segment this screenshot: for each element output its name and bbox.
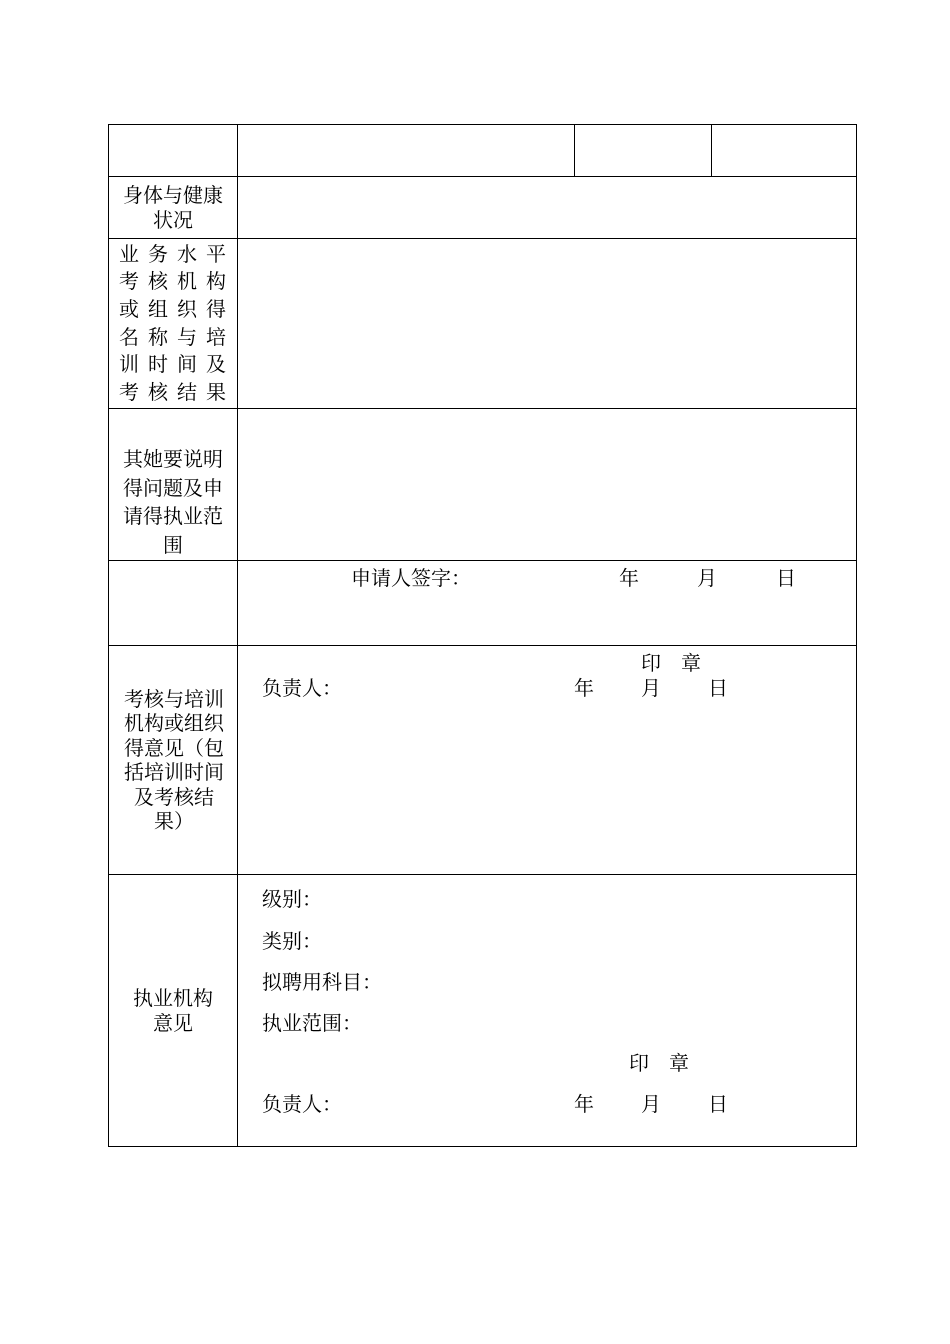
header-cell-4[interactable] [712, 125, 857, 177]
health-row [109, 177, 857, 239]
applicant-sign-cell[interactable] [238, 561, 857, 646]
training-org-row [109, 646, 857, 875]
practice-org-day-label: 日 [708, 1092, 728, 1116]
assessment-row [109, 239, 857, 409]
training-org-label: 考核与培训机构或组织得意见（包括培训时间及考核结果） [109, 646, 238, 875]
applicant-label-cell [109, 561, 238, 646]
other-row [109, 409, 857, 561]
application-form-table [108, 124, 857, 1147]
header-cell-2[interactable] [238, 125, 575, 177]
training-org-year-label: 年 [574, 676, 594, 700]
training-org-month-label: 月 [641, 676, 661, 700]
applicant-day-label: 日 [776, 566, 796, 590]
training-org-person-label: 负责人： [262, 676, 342, 700]
practice-org-category-label: 类别： [262, 929, 322, 953]
practice-org-person-label: 负责人： [262, 1092, 342, 1116]
assessment-field[interactable] [238, 239, 857, 409]
practice-org-scope-label: 执业范围： [262, 1011, 362, 1035]
health-label: 身体与健康状况 [109, 177, 238, 239]
other-field[interactable] [238, 409, 857, 561]
practice-org-row [109, 875, 857, 1147]
practice-org-month-label: 月 [641, 1092, 661, 1116]
practice-org-seal: 印 章 [629, 1051, 689, 1075]
applicant-year-label: 年 [619, 566, 639, 590]
training-org-field[interactable] [238, 646, 857, 875]
header-cell-1[interactable] [109, 125, 238, 177]
health-field[interactable] [238, 177, 857, 239]
practice-org-subject-label: 拟聘用科目： [262, 970, 382, 994]
training-org-seal: 印 章 [641, 651, 701, 675]
assessment-label: 业务水平考核机构或组织得名称与培训时间及考核结果 [109, 239, 238, 409]
header-cell-3[interactable] [575, 125, 712, 177]
applicant-month-label: 月 [697, 566, 717, 590]
practice-org-year-label: 年 [574, 1092, 594, 1116]
practice-org-level-label: 级别： [262, 887, 322, 911]
header-row [109, 125, 857, 177]
practice-org-field[interactable] [238, 875, 857, 1147]
applicant-sign-label: 申请人签字： [351, 566, 471, 590]
training-org-day-label: 日 [708, 676, 728, 700]
practice-org-label: 执业机构意见 [109, 875, 238, 1147]
other-label: 其她要说明得问题及申请得执业范围 [109, 409, 238, 561]
applicant-row [109, 561, 857, 646]
